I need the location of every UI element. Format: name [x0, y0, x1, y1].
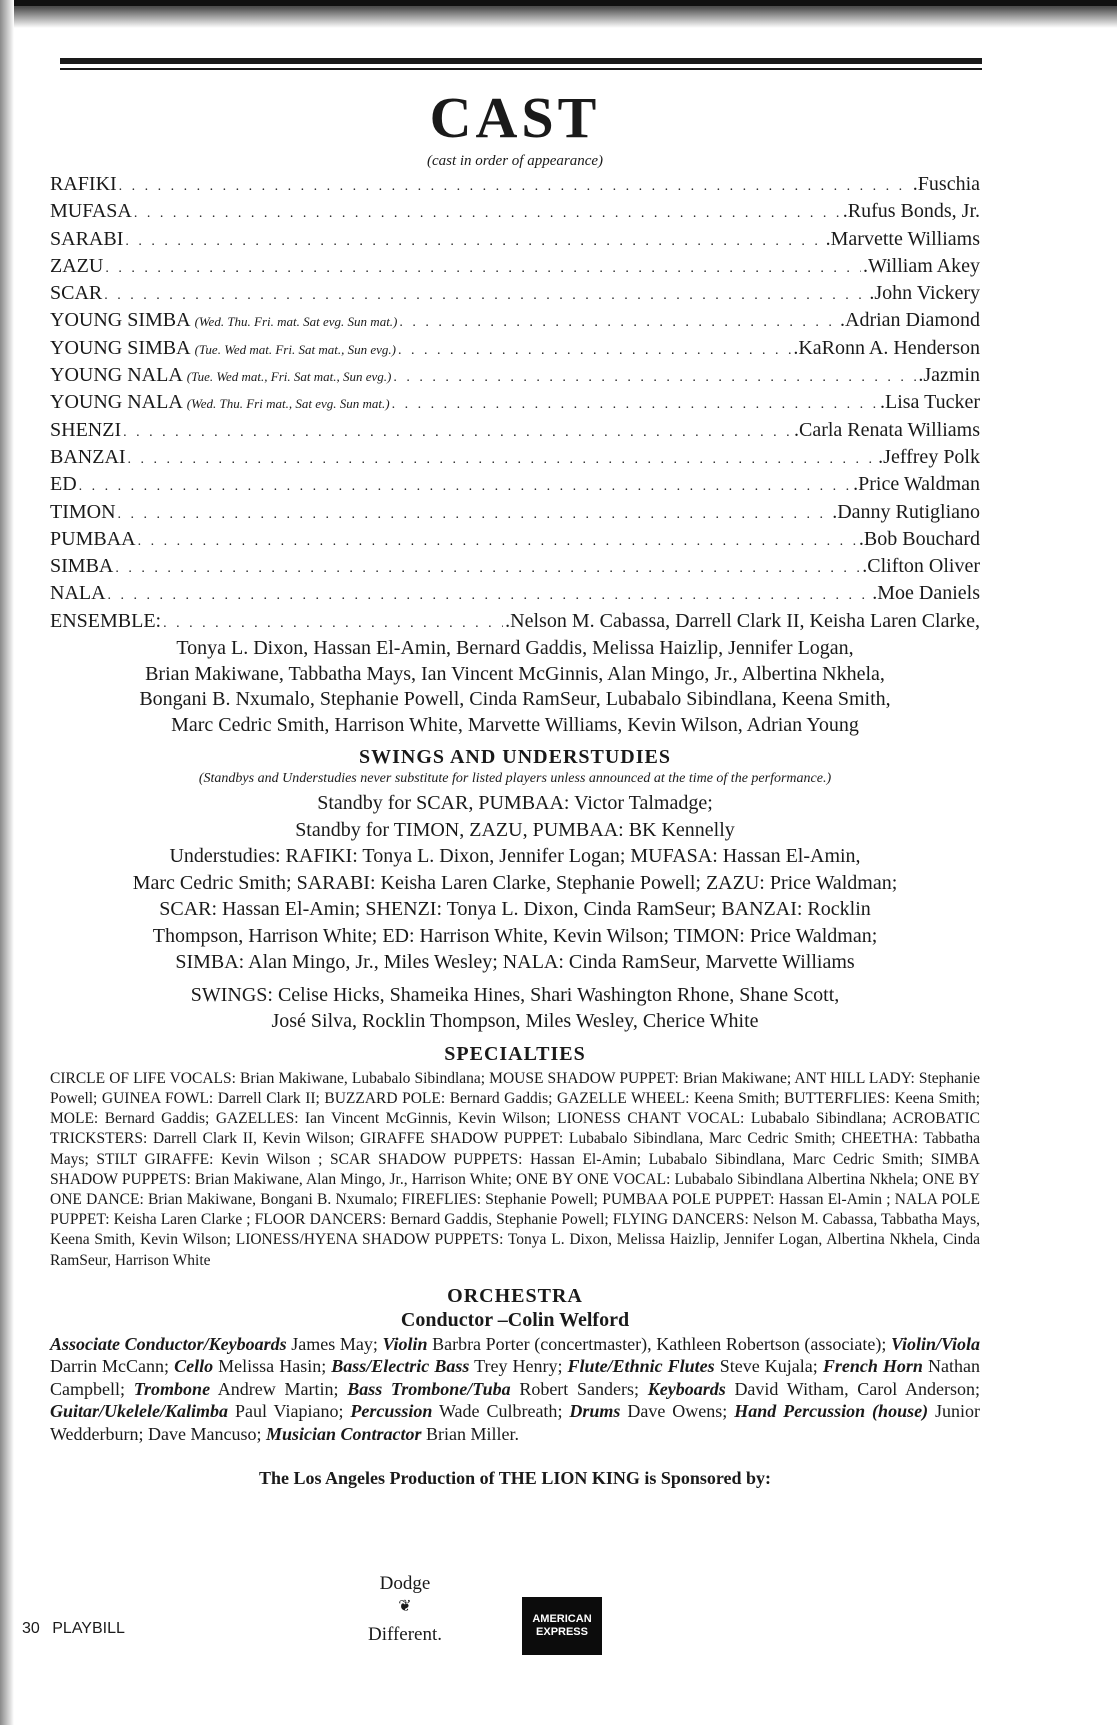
orchestra-instrument: Associate Conductor/Keyboards — [50, 1333, 287, 1354]
cast-actor: .Jazmin — [918, 364, 980, 387]
dodge-logo — [350, 1572, 460, 1646]
american-express-logo — [522, 1597, 602, 1655]
page-number: 30 — [22, 1620, 40, 1637]
orchestra-players: Paul Viapiano — [234, 1401, 339, 1422]
swings-line: Marc Cedric Smith; SARABI: Keisha Laren Clarke, Stephanie Powell; ZAZU: Price Waldman; — [132, 871, 898, 894]
orchestra-players: Robert Sanders — [519, 1378, 634, 1399]
orchestra-players: Trey Henry — [474, 1356, 558, 1377]
cast-row — [50, 445, 980, 472]
cast-actor: .Marvette Williams — [825, 227, 980, 250]
cast-row — [50, 418, 980, 445]
cast-role-note: (Tue. Wed mat. Fri. Sat mat., Sun evg.) — [194, 341, 396, 357]
orchestra-instrument: Bass Trombone/Tuba — [347, 1378, 511, 1399]
leader-dots — [134, 201, 841, 226]
leader-dots — [108, 583, 871, 608]
ensemble-line: Bongani B. Nxumalo, Stephanie Powell, Cinda RamSeur, Lubabalo Sibindlana, Keena Smith, — [139, 688, 891, 711]
cast-role: BANZAI — [50, 445, 126, 468]
orchestra-heading: ORCHESTRA — [447, 1284, 583, 1307]
cast-role: TIMON — [50, 500, 116, 523]
ensemble-line: Brian Makiwane, Tabbatha Mays, Ian Vincent McGinnis, Alan Mingo, Jr., Albertina Nkhela, — [145, 662, 885, 685]
leader-dots — [399, 310, 838, 335]
ensemble-line: Marc Cedric Smith, Harrison White, Marvette Williams, Kevin Wilson, Adrian Young — [171, 713, 859, 736]
cast-row — [50, 336, 980, 363]
cast-role: NALA — [50, 582, 106, 605]
orchestra-conductor: Conductor –Colin Welford — [400, 1308, 630, 1331]
orchestra-instrument: Bass/Electric Bass — [331, 1356, 470, 1377]
ram-head-icon: ❦ — [398, 1598, 412, 1615]
leader-dots — [398, 338, 791, 363]
dodge-tagline: Different. — [367, 1624, 443, 1645]
cast-role: SCAR — [50, 282, 103, 305]
ensemble-label: ENSEMBLE: — [50, 609, 162, 632]
leader-dots — [118, 502, 831, 527]
leader-dots — [105, 256, 861, 281]
orchestra-players: David Witham, Carol Anderson — [734, 1378, 975, 1399]
orchestra-instrument: Musician Contractor — [266, 1423, 422, 1444]
leader-dots — [128, 447, 877, 472]
orchestra-instrument: Trombone — [133, 1378, 211, 1399]
cast-row — [50, 500, 980, 527]
amex-line-2: EXPRESS — [536, 1626, 588, 1638]
orchestra-players: Barbra Porter (concertmaster), Kathleen Robertson (associate) — [432, 1333, 882, 1354]
ensemble-first-line: .Nelson M. Cabassa, Darrell Clark II, Keisha Laren Clarke, — [505, 609, 980, 632]
leader-dots — [104, 283, 867, 308]
swings-line: Standby for SCAR, PUMBAA: Victor Talmadge; — [317, 792, 713, 815]
cast-role: YOUNG SIMBA — [50, 336, 191, 359]
orchestra-players: Andrew Martin — [217, 1378, 334, 1399]
specialties-body: CIRCLE OF LIFE VOCALS: Brian Makiwane, Lubabalo Sibindlana; MOUSE SHADOW PUPPET: Brian Makiwane; ANT HILL LADY: Stephanie Powell; GUINEA FOWL: Darrell Clark II; BUZZARD POLE: Bernard Gaddis; GAZELLE WHEEL: Keena Smith; BUTTERFLIES: Keena Smith; MOLE: Bernard Gaddis; GAZELLES: Ian Vincent McGinnis, Kevin Wilson; LIONESS CHANT VOCAL: Lubabalo Sibindlana; ACROBATIC TRICKSTERS: Darrell Clark II, Kevin Wilson; GIRAFFE SHADOW PUPPET: Lubabalo Sibindlana, Marc Cedric Smith; CHEETHA: Tabbatha Mays; STILT GIRAFFE: Kevin Wilson ; SCAR SHADOW PUPPETS: Hassan El-Amin; Lubabalo Sibindlana, Marc Cedric Smith; SIMBA SHADOW PUPPETS: Brian Makiwane, Alan Mingo, Jr., Harrison White; ONE BY ONE VOCAL: Lubabalo Sibindlana Albertina Nkhela; ONE BY ONE DANCE: Brian Makiwane, Bongani B. Nxumalo; FIREFLIES: Stephanie Powell; PUMBAA POLE PUPPET: Hassan El-Amin ; NALA POLE PUPPET: Keisha Laren Clarke ; FLOOR DANCERS: Bernard Gaddis, Stephanie Powell; FLYING DANCERS: Nelson M. Cabassa, Tabbatha Mays, Keena Smith, Kevin Wilson; LIONESS/HYENA SHADOW PUPPETS: Tonya L. Dixon, Melissa Haizlip, Jennifer Logan, Albertina Nkhela, Cinda RamSeur, Harrison White — [50, 1069, 980, 1269]
orchestra-players: Brian Miller. — [426, 1423, 520, 1444]
leader-dots — [115, 556, 860, 581]
cast-role-note: (Wed. Thu. Fri mat., Sat evg. Sun mat.) — [186, 396, 390, 412]
cast-actor: .John Vickery — [869, 282, 980, 305]
cast-row — [50, 172, 980, 199]
cast-row — [50, 254, 980, 281]
cast-actor: .Carla Renata Williams — [794, 418, 980, 441]
cast-role-note: (Tue. Wed mat., Fri. Sat mat., Sun evg.) — [186, 369, 392, 385]
swings-list — [50, 982, 980, 1035]
leader-dots — [125, 229, 823, 254]
orchestra-instrument: Cello — [174, 1356, 214, 1377]
cast-role: RAFIKI — [50, 173, 117, 195]
ensemble-line: Tonya L. Dixon, Hassan El-Amin, Bernard Gaddis, Melissa Haizlip, Jennifer Logan, — [176, 637, 854, 660]
ensemble-lead-row — [50, 609, 980, 637]
leader-dots — [138, 529, 857, 554]
orchestra-instrument: Hand Percussion (house) — [734, 1401, 929, 1422]
amex-line-1: AMERICAN — [532, 1613, 592, 1625]
swings-line: SCAR: Hassan El-Amin; SHENZI: Tonya L. Dixon, Cinda RamSeur; BANZAI: Rocklin — [159, 898, 871, 921]
cast-list — [50, 172, 980, 609]
swings-line: Understudies: RAFIKI: Tonya L. Dixon, Jennifer Logan; MUFASA: Hassan El-Amin, — [169, 845, 861, 868]
page-title: CAST — [429, 85, 601, 150]
orchestra-instrument: Violin/Viola — [890, 1333, 981, 1354]
swings-line: José Silva, Rocklin Thompson, Miles Wesley, Cherice White — [271, 1010, 759, 1033]
swings-line: Standby for TIMON, ZAZU, PUMBAA: BK Kennelly — [295, 818, 735, 841]
ensemble-block — [50, 609, 980, 739]
orchestra-instrument: Percussion — [350, 1401, 433, 1422]
cast-actor: .KaRonn A. Henderson — [793, 336, 980, 359]
cast-role: YOUNG NALA — [50, 364, 183, 387]
orchestra-instrument: Flute/Ethnic Flutes — [567, 1356, 715, 1377]
cast-actor: .Rufus Bonds, Jr. — [842, 200, 980, 223]
cast-role: ED — [50, 473, 77, 496]
cast-actor: .William Akey — [863, 254, 980, 277]
cast-row — [50, 581, 980, 608]
cast-row — [50, 527, 980, 554]
leader-dots — [163, 611, 503, 637]
cast-role: YOUNG SIMBA — [50, 309, 191, 332]
page-binding-edge — [0, 0, 14, 1725]
cast-actor: .Bob Bouchard — [858, 527, 980, 550]
playbill-page — [50, 86, 980, 1489]
cast-role: SHENZI — [50, 418, 122, 441]
leader-dots — [393, 365, 916, 390]
cast-role: ZAZU — [50, 254, 104, 277]
header-rule-thin — [60, 68, 982, 70]
cast-actor: .Adrian Diamond — [840, 309, 980, 332]
leader-dots — [392, 392, 878, 417]
cast-row — [50, 390, 980, 417]
orchestra-players: Darrin McCann — [50, 1356, 165, 1377]
orchestra-instrument: Keyboards — [647, 1378, 726, 1399]
page-footer — [22, 1620, 125, 1638]
cast-actor: .Clifton Oliver — [862, 555, 980, 578]
cast-row — [50, 227, 980, 254]
publication-name: PLAYBILL — [52, 1620, 125, 1637]
orchestra-players: James May — [291, 1333, 373, 1354]
cast-row — [50, 199, 980, 226]
orchestra-instrument: Drums — [569, 1401, 621, 1422]
orchestra-players: Melissa Hasin — [218, 1356, 322, 1377]
specialties-heading: SPECIALTIES — [444, 1042, 586, 1065]
cast-actor: .Moe Daniels — [872, 582, 980, 605]
cast-actor: .Lisa Tucker — [880, 391, 980, 414]
cast-role: PUMBAA — [50, 527, 136, 550]
cast-role: SIMBA — [50, 555, 114, 578]
orchestra-instrument: French Horn — [822, 1356, 923, 1377]
cast-row — [50, 363, 980, 390]
orchestra-instrument: Guitar/Ukelele/Kalimba — [50, 1401, 228, 1422]
orchestra-players: Junior Wedderburn; Dave Mancuso — [50, 1401, 981, 1444]
orchestra-players: Steve Kujala — [719, 1356, 813, 1377]
cast-row — [50, 281, 980, 308]
orchestra-players: Wade Culbreath — [439, 1401, 558, 1422]
orchestra-players: Dave Owens — [627, 1401, 723, 1422]
cast-row — [50, 308, 980, 335]
sponsor-line: The Los Angeles Production of THE LION KING is Sponsored by: — [258, 1468, 772, 1489]
orchestra-instrument: Violin — [382, 1333, 428, 1354]
header-rule-thick — [60, 58, 982, 64]
cast-role: MUFASA — [50, 200, 132, 223]
cast-role: SARABI — [50, 227, 124, 250]
cast-row — [50, 472, 980, 499]
swings-line: SWINGS: Celise Hicks, Shameika Hines, Shari Washington Rhone, Shane Scott, — [190, 983, 840, 1006]
cast-role: YOUNG NALA — [50, 391, 183, 414]
swings-heading: SWINGS AND UNDERSTUDIES — [359, 746, 671, 769]
cast-row — [50, 554, 980, 581]
page-subtitle: (cast in order of appearance) — [426, 153, 604, 169]
swings-line: SIMBA: Alan Mingo, Jr., Miles Wesley; NALA: Cinda RamSeur, Marvette Williams — [175, 951, 855, 974]
swings-line: Thompson, Harrison White; ED: Harrison White, Kevin Wilson; TIMON: Price Waldman; — [152, 924, 878, 947]
leader-dots — [79, 474, 851, 499]
cast-actor: .Fuschia — [912, 173, 980, 195]
leader-dots — [123, 420, 792, 445]
orchestra-body: Associate Conductor/Keyboards James May; Violin Barbra Porter (concertmaster), Kathleen Robertson (associate); Violin/Viola Darrin McCann; Cello Melissa Hasin; Bass/Electric Bass Trey Henry; Flute/Ethnic Flutes Steve Kujala; French Horn Nathan Campbell; Trombone Andrew Martin; Bass Trombone/Tuba Robert Sanders; Keyboards David Witham, Carol Anderson; Guitar/Ukelele/Kalimba Paul Viapiano; Percussion Wade Culbreath; Drums Dave Owens; Hand Percussion (house) Junior Wedderburn; Dave Mancuso; Musician Contractor Brian Miller. — [50, 1333, 981, 1444]
cast-actor: .Price Waldman — [853, 473, 980, 496]
dodge-wordmark: Dodge — [379, 1573, 431, 1594]
page-top-strip — [0, 0, 1117, 6]
cast-actor: .Danny Rutigliano — [832, 500, 980, 523]
cast-role-note: (Wed. Thu. Fri. mat. Sat evg. Sun mat.) — [194, 314, 398, 330]
swings-note: (Standbys and Understudies never substitute for listed players unless announced at the time of the performance.) — [198, 771, 832, 787]
leader-dots — [119, 174, 911, 199]
cast-actor: .Jeffrey Polk — [878, 445, 980, 468]
orchestra-players: Nathan Campbell — [50, 1356, 980, 1399]
